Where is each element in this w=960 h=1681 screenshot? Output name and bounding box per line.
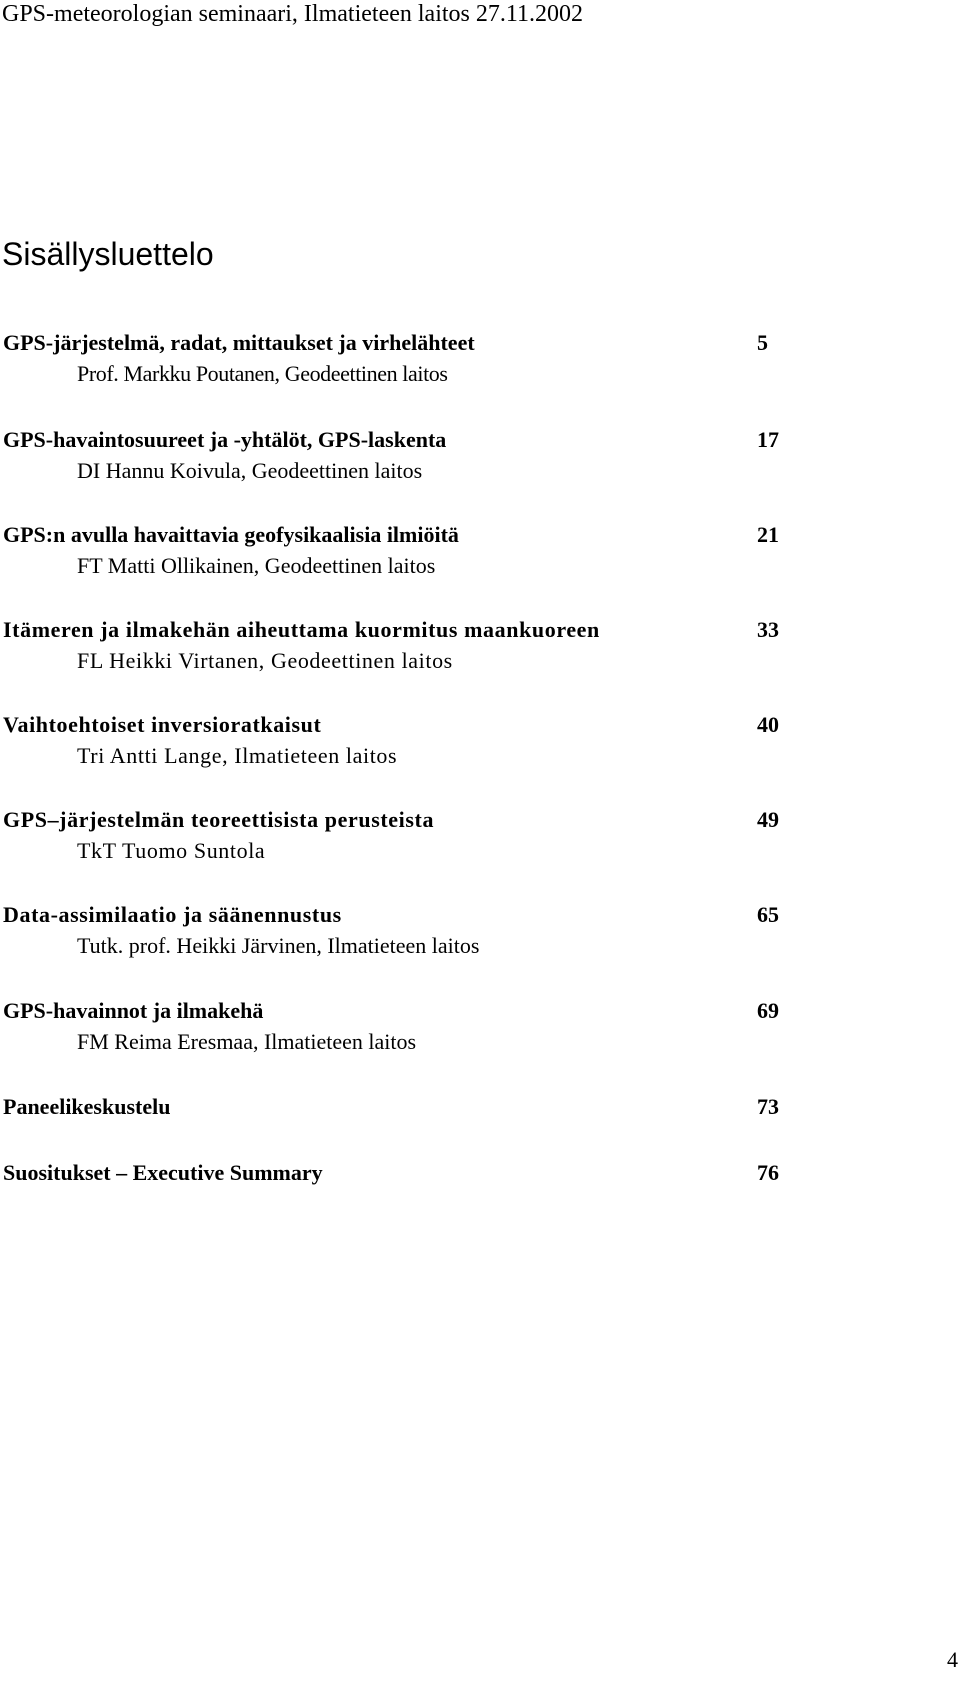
running-header: GPS-meteorologian seminaari, Ilmatieteen laitos 27.11.2002: [2, 1, 583, 27]
toc-entry-page: 69: [757, 998, 779, 1023]
toc-entry-author: Tutk. prof. Heikki Järvinen, Ilmatieteen laitos: [77, 933, 480, 958]
toc-entry-title[interactable]: GPS-havaintosuureet ja -yhtälöt, GPS-laskenta: [3, 427, 447, 452]
toc-entry-page: 17: [757, 427, 779, 452]
toc-entry-title[interactable]: GPS:n avulla havaittavia geofysikaalisia ilmiöitä: [3, 522, 459, 547]
toc-entry-page: 49: [757, 807, 779, 832]
toc-entry-page: 5: [757, 330, 768, 355]
toc-entry-title[interactable]: Vaihtoehtoiset inversioratkaisut: [3, 712, 322, 737]
page-title: Sisällysluettelo: [2, 236, 214, 272]
toc-entry-title[interactable]: GPS–järjestelmän teoreettisista perusteista: [3, 807, 435, 832]
toc-entry-title[interactable]: Paneelikeskustelu: [3, 1094, 171, 1119]
toc-entry-page: 33: [757, 617, 779, 642]
toc-entry-author: Tri Antti Lange, Ilmatieteen laitos: [77, 743, 398, 768]
toc-entry-page: 21: [757, 522, 779, 547]
toc-entry-author: FT Matti Ollikainen, Geodeettinen laitos: [77, 553, 436, 578]
toc-entry-author: Prof. Markku Poutanen, Geodeettinen laitos: [77, 361, 448, 386]
toc-entry-page: 40: [757, 712, 779, 737]
toc-entry-title[interactable]: Suositukset – Executive Summary: [3, 1160, 323, 1185]
toc-entry-title[interactable]: Data-assimilaatio ja säänennustus: [3, 902, 342, 927]
toc-entry-title[interactable]: GPS-havainnot ja ilmakehä: [3, 998, 264, 1023]
toc-entry-page: 76: [757, 1160, 779, 1185]
toc-entry-author: TkT Tuomo Suntola: [77, 838, 266, 863]
toc-entry-page: 65: [757, 902, 779, 927]
toc-entry-page: 73: [757, 1094, 779, 1119]
toc-entry-title[interactable]: Itämeren ja ilmakehän aiheuttama kuormitus maankuoreen: [3, 617, 600, 642]
toc-entry-author: DI Hannu Koivula, Geodeettinen laitos: [77, 458, 423, 483]
page-number: 4: [947, 1647, 958, 1672]
toc-entry-title[interactable]: GPS-järjestelmä, radat, mittaukset ja virhelähteet: [3, 330, 475, 355]
toc-entry-author: FM Reima Eresmaa, Ilmatieteen laitos: [77, 1029, 417, 1054]
toc-entry-author: FL Heikki Virtanen, Geodeettinen laitos: [77, 648, 453, 673]
